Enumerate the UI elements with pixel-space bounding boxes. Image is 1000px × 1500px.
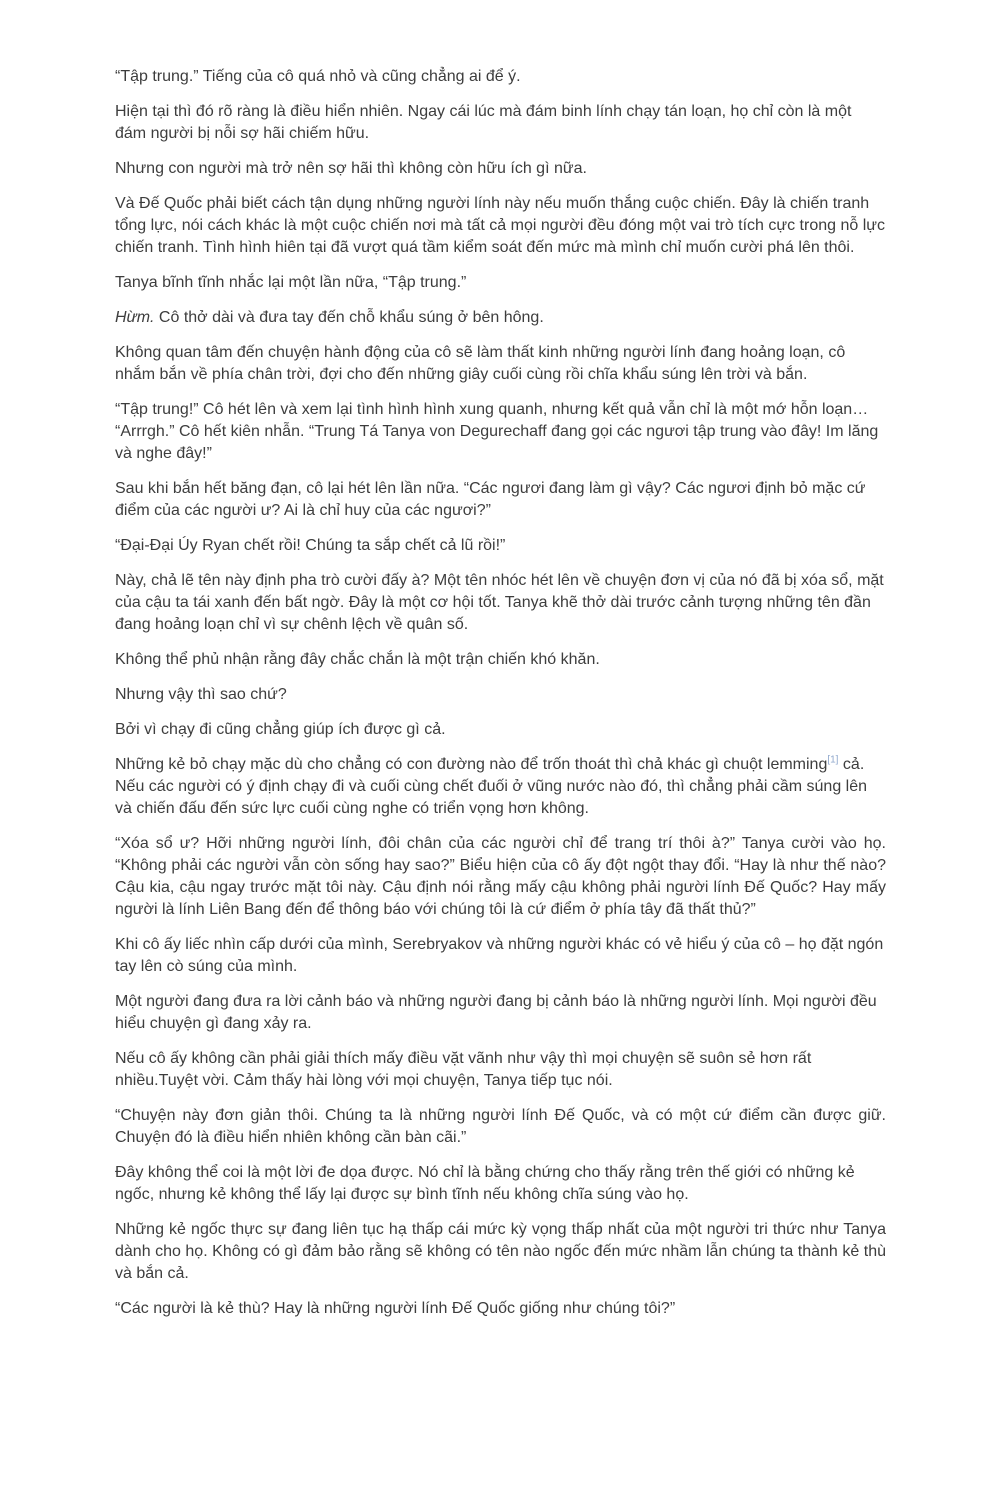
text-run: Không quan tâm đến chuyện hành động của cô sẽ làm thất kinh những người lính đang hoảng loạn, cô nhắm bắn về phía chân trời, đợi cho đến những giây cuối cùng rồi chĩa khẩu súng lên trời và bắn. (115, 344, 846, 383)
paragraph (115, 101, 886, 145)
text-run: Nhưng con người mà trở nên sợ hãi thì không còn hữu ích gì nữa. (115, 160, 587, 177)
paragraph (115, 535, 886, 557)
paragraph-list (115, 66, 886, 1320)
text-run: Nhưng vậy thì sao chứ? (115, 686, 287, 703)
paragraph (115, 649, 886, 671)
paragraph (115, 1105, 886, 1149)
text-run: Đây không thể coi là một lời đe dọa được. Nó chỉ là bằng chứng cho thấy rằng trên thế giới có những kẻ ngốc, nhưng kẻ không thể lấy lại được sự bình tĩnh nếu không chĩa súng vào họ. (115, 1164, 855, 1203)
paragraph (115, 342, 886, 386)
paragraph (115, 754, 886, 820)
paragraph (115, 1219, 886, 1285)
text-run: “Chuyện này đơn giản thôi. Chúng ta là những người lính Đế Quốc, và có một cứ điểm cần được giữ. Chuyện đó là điều hiển nhiên không cần bàn cãi.” (115, 1107, 886, 1146)
text-run: Khi cô ấy liếc nhìn cấp dưới của mình, Serebryakov và những người khác có vẻ hiểu ý của cô – họ đặt ngón tay lên cò súng của mình. (115, 936, 884, 975)
text-run: cả. Nếu các người có ý định chạy đi và cuối cùng chết đuối ở vũng nước nào đó, thì chẳng phải cầm súng lên và chiến đấu đến sức lực cuối cùng nghe có triển vọng hơn không. (115, 756, 868, 817)
paragraph (115, 1162, 886, 1206)
paragraph (115, 833, 886, 921)
text-run: Những kẻ bỏ chạy mặc dù cho chẳng có con đường nào để trốn thoát thì chả khác gì chuột lemming (115, 756, 828, 773)
paragraph (115, 478, 886, 522)
paragraph (115, 684, 886, 706)
paragraph (115, 272, 886, 294)
paragraph (115, 719, 886, 741)
text-run: “Các người là kẻ thù? Hay là những người lính Đế Quốc giống như chúng tôi?” (115, 1300, 676, 1317)
text-run: Sau khi bắn hết băng đạn, cô lại hét lên lần nữa. “Các ngươi đang làm gì vậy? Các ngươi định bỏ mặc cứ điểm của các người ư? Ai là chỉ huy của các ngươi?” (115, 480, 866, 519)
text-run: Những kẻ ngốc thực sự đang liên tục hạ thấp cái mức kỳ vọng thấp nhất của một người tri thức như Tanya dành cho họ. Không có gì đảm bảo rằng sẽ không có tên nào ngốc đến mức nhầm lẫn chúng ta thành kẻ thù và bắn cả. (115, 1221, 886, 1282)
paragraph (115, 934, 886, 978)
paragraph (115, 991, 886, 1035)
text-run: Không thể phủ nhận rằng đây chắc chắn là một trận chiến khó khăn. (115, 651, 600, 668)
paragraph (115, 307, 886, 329)
paragraph (115, 1048, 886, 1092)
text-run: “Tập trung!” Cô hét lên và xem lại tình hình hình xung quanh, nhưng kết quả vẫn chỉ là một mớ hỗn loạn… “Arrrgh.” Cô hết kiên nhẫn. “Trung Tá Tanya von Degurechaff đang gọi các ngươi tập trung vào đây! Im lăng và nghe đây!” (115, 401, 879, 462)
paragraph (115, 158, 886, 180)
paragraph (115, 399, 886, 465)
text-run: “Tập trung.” Tiếng của cô quá nhỏ và cũng chẳng ai để ý. (115, 68, 521, 85)
text-run: Nếu cô ấy không cần phải giải thích mấy điều vặt vãnh như vậy thì mọi chuyện sẽ suôn sẻ hơn rất nhiều.Tuyệt vời. Cảm thấy hài lòng với mọi chuyện, Tanya tiếp tục nói. (115, 1050, 812, 1089)
footnote-ref-1[interactable]: [1] (827, 754, 839, 766)
text-run: “Xóa sổ ư? Hỡi những người lính, đôi chân của các người chỉ để trang trí thôi à?” Tanya cười vào họ. “Không phải các người vẫn còn sống hay sao?” Biểu hiện của cô ấy đột ngột thay đổi. “Hay là như thế nào? Cậu kia, cậu ngay trước mặt tôi này. Cậu định nói rằng mấy cậu không phải người lính Đế Quốc? Hay mấy người là lính Liên Bang đến để thông báo với chúng tôi là cứ điểm ở phía tây đã thất thủ?” (115, 835, 886, 918)
text-run: Một người đang đưa ra lời cảnh báo và những người đang bị cảnh báo là những người lính. Mọi người đều hiểu chuyện gì đang xảy ra. (115, 993, 877, 1032)
text-run: Hiện tại thì đó rõ ràng là điều hiển nhiên. Ngay cái lúc mà đám binh lính chạy tán loạn, họ chỉ còn là một đám người bị nỗi sợ hãi chiếm hữu. (115, 103, 852, 142)
text-run: Và Đế Quốc phải biết cách tận dụng những người lính này nếu muốn thắng cuộc chiến. Đây là chiến tranh tổng lực, nói cách khác là một cuộc chiến nơi mà tất cả mọi người đều đóng một vai trò tích cực trong nỗ lực chiến tranh. Tình hình hiên tại đã vượt quá tầm kiểm soát đến mức mà mình chỉ muốn cười phá lên thôi. (115, 195, 885, 256)
paragraph (115, 193, 886, 259)
paragraph (115, 1298, 886, 1320)
text-run: Bởi vì chạy đi cũng chẳng giúp ích được gì cả. (115, 721, 446, 738)
italic-text: Hừm. (115, 309, 155, 326)
text-run: “Đại-Đại Úy Ryan chết rồi! Chúng ta sắp chết cả lũ rồi!” (115, 537, 506, 554)
paragraph (115, 66, 886, 88)
paragraph (115, 570, 886, 636)
text-run: Này, chả lẽ tên này định pha trò cười đấy à? Một tên nhóc hét lên về chuyện đơn vị của nó đã bị xóa sổ, mặt của cậu ta tái xanh đến bất ngờ. Đây là một cơ hội tốt. Tanya khẽ thở dài trước cảnh tượng những tên đần đang hoảng loạn chỉ vì sự chênh lệch về quân số. (115, 572, 884, 633)
text-run: Cô thở dài và đưa tay đến chỗ khẩu súng ở bên hông. (154, 309, 544, 326)
text-run: Tanya bĩnh tĩnh nhắc lại một lần nữa, “Tập trung.” (115, 274, 467, 291)
